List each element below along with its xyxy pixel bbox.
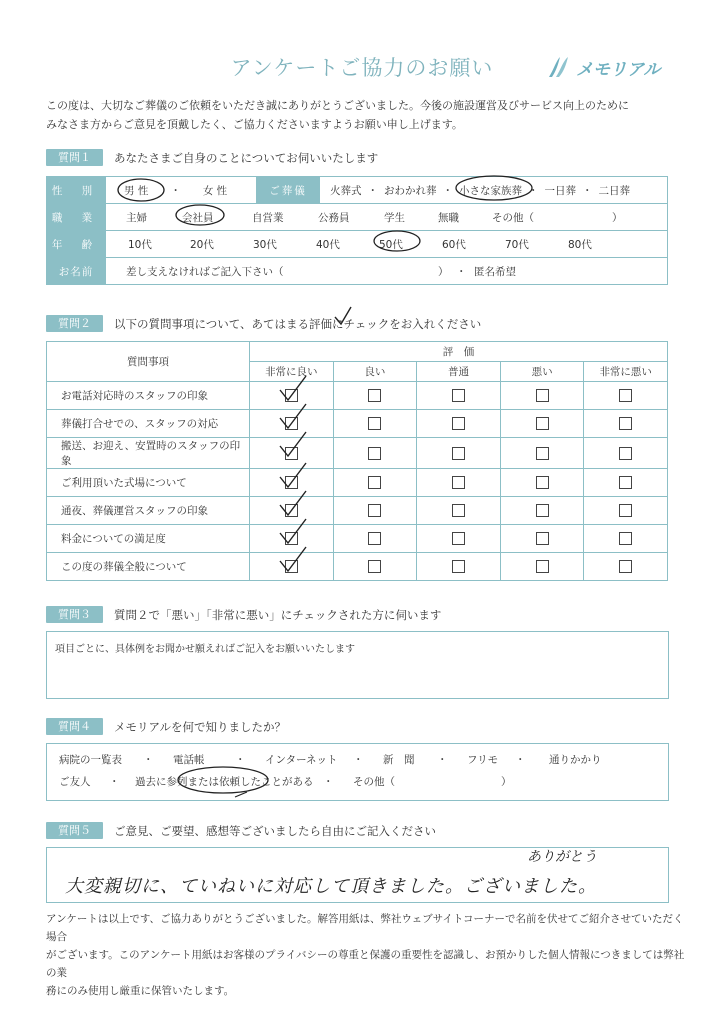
q4-row-1 (59, 752, 602, 767)
age-option-40[interactable]: 40代 (316, 238, 340, 251)
name-anonymous-option[interactable]: 匿名希望 (474, 265, 516, 278)
job-option-other-close: ） (612, 211, 623, 224)
q4-label: 質問４ (46, 718, 103, 735)
eval-row-item: 料金についての満足度 (47, 525, 250, 553)
separator: ・ (323, 776, 334, 788)
eval-cell (500, 438, 584, 469)
handwritten-check-icon (333, 305, 353, 327)
funeral-option-owakare[interactable]: おわかれ葬 (384, 184, 437, 197)
eval-cell (417, 469, 501, 497)
q1-text: あなたさまご自身のことについてお伺いいたします (114, 151, 379, 165)
eval-cell (584, 553, 668, 581)
eval-row (47, 525, 668, 553)
eval-row (47, 497, 668, 525)
name-prompt: 差し支えなければご記入下さい（ (126, 265, 284, 278)
name-close-paren: ） (438, 265, 449, 278)
eval-row-item: 葬儀打合せでの、スタッフの対応 (47, 410, 250, 438)
eval-checkbox[interactable] (368, 560, 381, 573)
eval-checkbox[interactable] (452, 417, 465, 430)
selection-circle-icon (453, 173, 535, 203)
separator: ・ (235, 754, 246, 766)
q4-row-2 (59, 774, 512, 789)
eval-cell (333, 553, 417, 581)
funeral-option-futsuka[interactable]: 二日葬 (598, 184, 630, 197)
job-label: 職 業 (47, 204, 106, 231)
eval-checkbox[interactable] (619, 389, 632, 402)
eval-checkbox[interactable] (368, 447, 381, 460)
check-mark-icon (276, 517, 310, 547)
q5-label: 質問５ (46, 822, 103, 839)
eval-cell (500, 382, 584, 410)
separator: ・ (437, 754, 448, 766)
eval-cell (584, 497, 668, 525)
eval-checkbox[interactable] (452, 504, 465, 517)
eval-column-header: 非常に良い (250, 362, 334, 382)
eval-checkbox[interactable] (452, 447, 465, 460)
eval-checkbox[interactable] (368, 504, 381, 517)
source-option-other[interactable]: その他（ (353, 776, 395, 788)
eval-checkbox[interactable] (619, 447, 632, 460)
eval-column-header: 普通 (417, 362, 501, 382)
q5-text: ご意見、ご要望、感想等ございましたら自由にご記入ください (114, 824, 436, 838)
footer-text (46, 910, 686, 1000)
eval-cell (417, 410, 501, 438)
source-option-internet[interactable]: インターネット (265, 754, 338, 766)
eval-checkbox[interactable] (619, 504, 632, 517)
separator: ・ (353, 754, 364, 766)
eval-cell (250, 553, 334, 581)
eval-cell (417, 525, 501, 553)
eval-checkbox[interactable] (368, 476, 381, 489)
job-option-student[interactable]: 学生 (384, 211, 405, 224)
eval-row (47, 438, 668, 469)
check-mark-icon (276, 430, 310, 460)
eval-cell (500, 410, 584, 438)
job-option-employee[interactable]: 会社員 (182, 210, 252, 225)
eval-cell (333, 382, 417, 410)
eval-cell (584, 438, 668, 469)
eval-cell (417, 497, 501, 525)
age-option-10[interactable]: 10代 (128, 238, 152, 251)
eval-checkbox[interactable] (619, 417, 632, 430)
eval-row (47, 553, 668, 581)
intro-line-2: みなさま方からご意見を頂戴したく、ご協力くださいますようお願い申し上げます。 (46, 118, 463, 131)
job-option-publicservant[interactable]: 公務員 (318, 211, 350, 224)
age-option-50[interactable]: 50代 (379, 237, 442, 252)
eval-checkbox[interactable] (452, 532, 465, 545)
funeral-option-kazokusou[interactable]: 小さな家族葬 (459, 183, 522, 198)
footer-line-3: 務にのみ使用し厳重に保管いたします。 (46, 985, 235, 997)
q1-table: 性 別 男 性 ・ 女 性 ご葬儀 火葬式 ・ おわかれ葬 ・ 小さな家族葬 ・ 一日葬 ・ 二日葬 職 業 主婦 会社員 自営業 公務員 学生 無職 その他（ ） 年 齢 10代 20代 30代 40代 50代 60代 70代 80代 お名前 差し支えなければご記入下さい（ ） ・ 匿名希望 (46, 176, 668, 285)
eval-checkbox[interactable] (536, 504, 549, 517)
check-mark-icon (276, 374, 310, 404)
eval-checkbox[interactable] (452, 476, 465, 489)
eval-column-header: 非常に悪い (584, 362, 668, 382)
age-option-70[interactable]: 70代 (505, 238, 529, 251)
eval-cell (417, 553, 501, 581)
check-mark-icon (276, 489, 310, 519)
source-option-passingby[interactable]: 通りかかり (549, 754, 602, 766)
eval-checkbox[interactable] (536, 417, 549, 430)
selection-circle-icon (371, 227, 423, 255)
eval-row-item: 通夜、葬儀運営スタッフの印象 (47, 497, 250, 525)
eval-cell (584, 410, 668, 438)
handwritten-comment: 大変親切に、ていねいに対応して頂きました。ございました。 (65, 876, 597, 897)
eval-checkbox[interactable] (536, 447, 549, 460)
logo-text: メモリアル (576, 59, 661, 80)
footer-line-2: がございます。このアンケート用紙はお客様のプライバシーの尊重と保護の重要性を認識し、お預かりした個人情報につきましては弊社の業 (46, 949, 685, 979)
eval-cell (333, 525, 417, 553)
q1-label: 質問１ (46, 149, 103, 166)
job-option-other[interactable]: その他（ (492, 211, 534, 224)
eval-header-item: 質問事項 (47, 342, 250, 382)
gender-male-option[interactable]: 男 性 (124, 183, 148, 198)
eval-checkbox[interactable] (452, 389, 465, 402)
eval-cell (417, 382, 501, 410)
source-option-phonebook[interactable]: 電話帳 (173, 754, 205, 766)
company-logo (546, 54, 660, 80)
eval-cell (500, 497, 584, 525)
source-option-friend[interactable]: ご友人 (59, 776, 91, 788)
eval-checkbox[interactable] (536, 389, 549, 402)
q5-answer-box[interactable] (46, 847, 669, 903)
eval-cell (584, 382, 668, 410)
eval-checkbox[interactable] (368, 389, 381, 402)
eval-checkbox[interactable] (368, 417, 381, 430)
q2-evaluation-table (46, 341, 668, 581)
eval-row-item: ご利用頂いた式場について (47, 469, 250, 497)
eval-row-item: 搬送、お迎え、安置時のスタッフの印象 (47, 438, 250, 469)
selection-circle-icon (174, 202, 226, 228)
eval-cell (500, 469, 584, 497)
funeral-option-ichinichi[interactable]: 一日葬 (544, 184, 576, 197)
age-label: 年 齢 (47, 231, 106, 258)
selection-circle-icon (116, 177, 166, 203)
eval-cell (333, 469, 417, 497)
name-label: お名前 (47, 258, 106, 285)
other-close-paren: ） (501, 776, 512, 788)
age-option-30[interactable]: 30代 (253, 238, 277, 251)
age-option-20[interactable]: 20代 (190, 238, 214, 251)
eval-cell (333, 497, 417, 525)
separator: ・ (109, 776, 120, 788)
job-option-selfemployed[interactable]: 自営業 (252, 211, 284, 224)
eval-column-header: 悪い (500, 362, 584, 382)
source-option-newspaper[interactable]: 新 聞 (383, 754, 415, 766)
q3-instruction: 項目ごとに、具体例をお聞かせ願えればご記入をお願いいたします (55, 644, 355, 655)
gender-label: 性 別 (47, 177, 106, 204)
logo-mark-icon (546, 55, 572, 79)
q3-answer-box[interactable] (46, 631, 669, 699)
intro-text (46, 96, 686, 134)
q2-text: 以下の質問事項について、あてはまる評価にチェックをお入れください (114, 317, 482, 331)
check-mark-icon (276, 545, 310, 575)
q3-text: 質問２で「悪い」「非常に悪い」にチェックされた方に伺います (114, 608, 442, 622)
name-separator: ・ (456, 265, 467, 278)
eval-header-eval: 評 価 (250, 342, 668, 362)
q4-options-box (46, 743, 669, 801)
eval-checkbox[interactable] (536, 476, 549, 489)
eval-cell (333, 438, 417, 469)
q3-label: 質問３ (46, 606, 103, 623)
eval-row-item: お電話対応時のスタッフの印象 (47, 382, 250, 410)
intro-line-1: この度は、大切なご葬儀のご依頼をいただき誠にありがとうございました。今後の施設運営及びサービス向上のために (46, 99, 629, 112)
selection-circle-icon (175, 764, 271, 798)
gender-female-option[interactable]: 女 性 (202, 184, 228, 197)
footer-line-1: アンケートは以上です、ご協力ありがとうございました。解答用紙は、弊社ウェブサイトコーナーで名前を伏せてご紹介させていただく場合 (46, 913, 684, 943)
eval-cell (584, 469, 668, 497)
eval-cell (333, 410, 417, 438)
job-option-unemployed[interactable]: 無職 (438, 211, 459, 224)
source-option-furimo[interactable]: フリモ (467, 754, 499, 766)
eval-checkbox[interactable] (619, 560, 632, 573)
funeral-option-kasoushiki[interactable]: 火葬式 (330, 184, 362, 197)
handwritten-note-above: ありがとう (527, 849, 597, 865)
eval-cell (417, 438, 501, 469)
eval-row (47, 410, 668, 438)
job-option-housewife[interactable]: 主婦 (126, 211, 147, 224)
eval-row (47, 382, 668, 410)
eval-checkbox[interactable] (536, 532, 549, 545)
eval-checkbox[interactable] (619, 532, 632, 545)
eval-row-item: この度の葬儀全般について (47, 553, 250, 581)
check-mark-icon (276, 402, 310, 432)
eval-checkbox[interactable] (452, 560, 465, 573)
q4-text: メモリアルを何で知りましたか？ (114, 720, 287, 734)
source-option-past-use[interactable]: 過去に参列または依頼したことがある (135, 774, 323, 789)
separator: ・ (143, 754, 154, 766)
eval-cell (584, 525, 668, 553)
q2-label: 質問２ (46, 315, 103, 332)
source-option-hospital[interactable]: 病院の一覧表 (59, 754, 122, 766)
eval-column-header: 良い (333, 362, 417, 382)
age-option-80[interactable]: 80代 (568, 238, 592, 251)
age-option-60[interactable]: 60代 (442, 238, 466, 251)
eval-checkbox[interactable] (619, 476, 632, 489)
gender-separator: ・ (170, 184, 181, 197)
eval-cell (500, 553, 584, 581)
separator: ・ (515, 754, 526, 766)
page-title: アンケートご協力のお願い (230, 56, 494, 80)
eval-checkbox[interactable] (368, 532, 381, 545)
eval-cell (500, 525, 584, 553)
eval-checkbox[interactable] (536, 560, 549, 573)
funeral-label: ご葬儀 (257, 177, 320, 204)
check-mark-icon (276, 461, 310, 491)
eval-row (47, 469, 668, 497)
